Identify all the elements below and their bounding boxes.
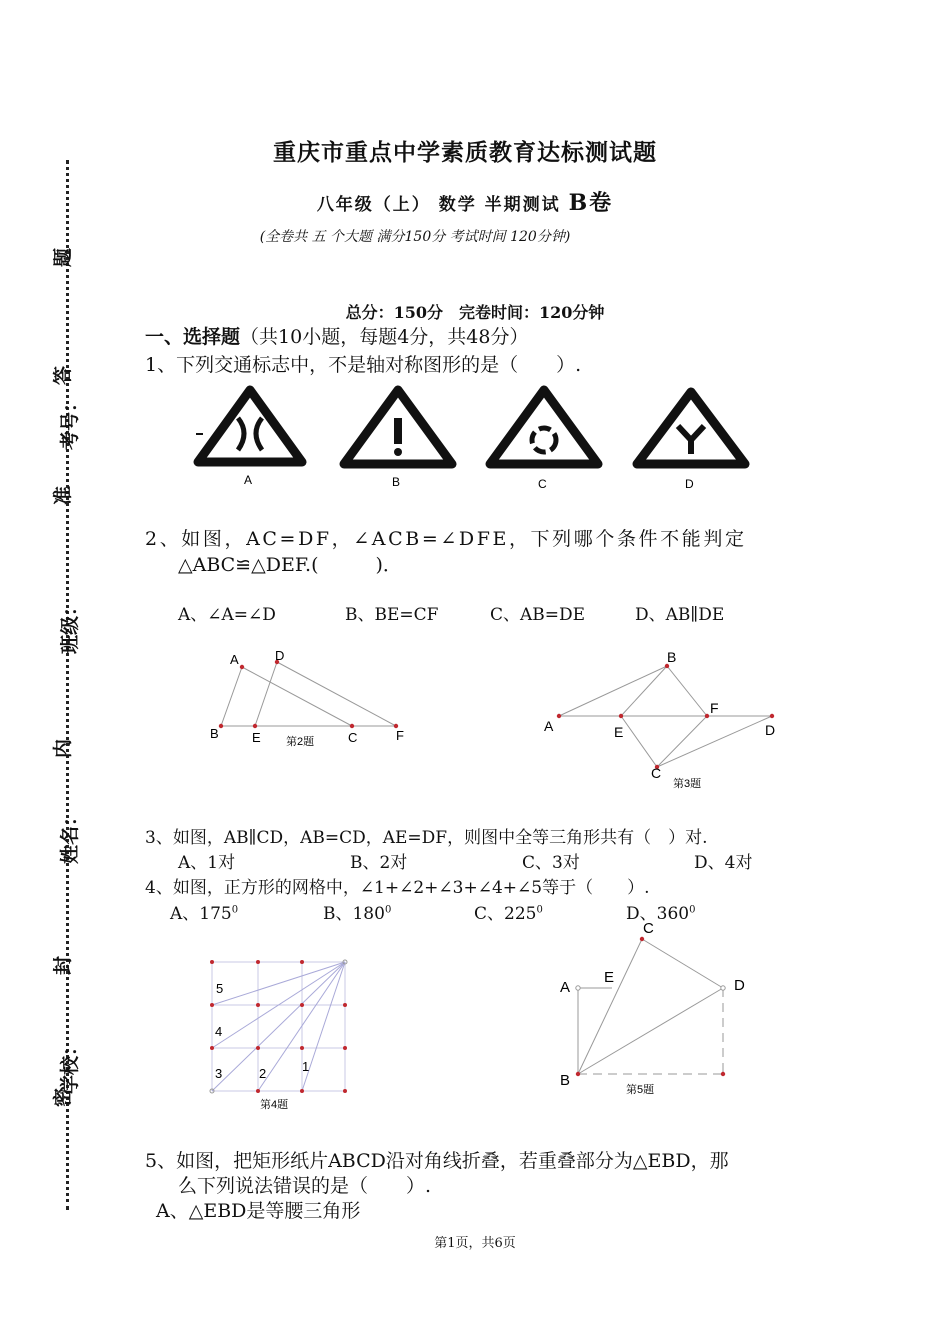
q4-text: 4、如图，正方形的网格中，∠1+∠2+∠3+∠4+∠5等于（ ）. bbox=[145, 878, 650, 898]
q4-option-a-sup: 0 bbox=[231, 904, 239, 916]
page-footer: 第1页，共6页 bbox=[434, 1236, 516, 1251]
fig3-label-c: C bbox=[651, 765, 662, 781]
fig4-label-4: 4 bbox=[215, 1024, 223, 1039]
q5-option-a: A、△EBD是等腰三角形 bbox=[156, 1200, 361, 1222]
q5-line2: 么下列说法错误的是（ ）. bbox=[178, 1175, 432, 1197]
figure-3 bbox=[540, 645, 790, 795]
fig2-label-b: B bbox=[210, 726, 219, 741]
q4-option-b-sup: 0 bbox=[384, 904, 392, 916]
q3-option-a: A、1对 bbox=[178, 853, 236, 873]
q4-options bbox=[0, 899, 950, 923]
q3-text: 3、如图，AB∥CD，AB=CD，AE=DF，则图中全等三角形共有（ ）对. bbox=[145, 828, 708, 848]
q4-option-c bbox=[474, 899, 543, 924]
fig5-label-b: B bbox=[560, 1072, 571, 1089]
q5-line1: 5、如图，把矩形纸片ABCD沿对角线折叠，若重叠部分为△EBD，那 bbox=[145, 1150, 729, 1172]
fig5-label-c: C bbox=[643, 920, 654, 937]
figure-4 bbox=[200, 950, 370, 1120]
sign-c-icon bbox=[490, 390, 598, 464]
sign-b-icon bbox=[344, 390, 452, 464]
q2-line2: △ABC≌△DEF.( )． bbox=[178, 554, 402, 576]
sign-d-icon bbox=[637, 392, 745, 464]
section-detail: （共10小题，每题4分，共48分） bbox=[240, 326, 529, 348]
sidebar-mi: 密 bbox=[52, 1087, 75, 1108]
fig3-label-f: F bbox=[710, 700, 719, 716]
q4-option-c-sup: 0 bbox=[536, 904, 543, 916]
fig5-caption: 第5题 bbox=[626, 1084, 655, 1096]
sidebar-answer: 答 bbox=[52, 365, 75, 386]
q4-option-b-text: B、180 bbox=[323, 904, 385, 924]
fig5-label-d: D bbox=[734, 977, 745, 994]
q4-option-b bbox=[323, 899, 391, 924]
q2-line1: 2、如图，AC=DF，∠ACB=∠DFE，下列哪个条件不能判定 bbox=[145, 528, 747, 550]
q2-option-d: D、AB∥DE bbox=[635, 605, 725, 625]
fig3-label-b: B bbox=[667, 649, 677, 665]
q2-option-c: C、AB=DE bbox=[490, 605, 586, 625]
sign-c-label: C bbox=[538, 477, 547, 491]
section-title: 一、选择题 bbox=[145, 326, 241, 348]
sidebar-zhun: 准 bbox=[52, 485, 75, 506]
q2-option-b: B、BE=CF bbox=[345, 605, 439, 625]
q4-option-d-text: D、360 bbox=[626, 904, 690, 924]
sidebar-feng: 封 bbox=[52, 955, 75, 976]
section-heading bbox=[145, 322, 528, 349]
sidebar-exam-no: 考号： bbox=[59, 392, 82, 451]
q3-option-c: C、3对 bbox=[522, 853, 580, 873]
q2-options bbox=[0, 600, 950, 624]
fig4-label-1: 1 bbox=[302, 1059, 310, 1074]
fig5-label-e: E bbox=[604, 969, 615, 986]
q3-option-d: D、4对 bbox=[694, 853, 753, 873]
sign-b-label: B bbox=[392, 475, 401, 489]
sidebar-school: 学校： bbox=[59, 1036, 82, 1095]
fig4-caption: 第4题 bbox=[260, 1099, 289, 1111]
fig2-label-e: E bbox=[252, 730, 261, 745]
fig4-label-5: 5 bbox=[216, 981, 224, 996]
sign-d-label: D bbox=[685, 477, 694, 491]
exam-note: (全卷共 五 个大题 满分150分 考试时间 120分钟) bbox=[259, 229, 571, 245]
figure-2 bbox=[200, 645, 430, 755]
fig2-label-a: A bbox=[230, 652, 239, 667]
fig2-label-c: C bbox=[348, 730, 358, 745]
fig5-label-a: A bbox=[560, 979, 571, 996]
q1-text: 1、下列交通标志中，不是轴对称图形的是（ ）. bbox=[145, 354, 582, 376]
fig3-label-d: D bbox=[765, 722, 776, 738]
subtitle-text: 八年级（上） 数学 半期测试 bbox=[316, 195, 561, 215]
sidebar-nei: 内 bbox=[52, 738, 75, 759]
subtitle-volume: B卷 bbox=[568, 190, 614, 216]
q2-option-a: A、∠A=∠D bbox=[178, 605, 276, 625]
q4-option-c-text: C、225 bbox=[474, 904, 537, 924]
q3-options bbox=[0, 848, 950, 872]
fig3-label-a: A bbox=[544, 718, 554, 734]
page-title: 重庆市重点中学素质教育达标测试题 bbox=[273, 140, 657, 166]
q3-option-b: B、2对 bbox=[350, 853, 408, 873]
q4-option-a-text: A、175 bbox=[170, 904, 232, 924]
fig2-label-f: F bbox=[396, 728, 404, 743]
figure-5 bbox=[550, 915, 770, 1100]
sidebar-name: 姓名： bbox=[59, 806, 82, 865]
fig4-label-3: 3 bbox=[215, 1066, 223, 1081]
sign-a-icon bbox=[198, 390, 302, 462]
sidebar-class: 班级： bbox=[59, 596, 82, 655]
sign-a-label: A bbox=[244, 473, 253, 487]
sidebar-q: 题 bbox=[52, 247, 75, 268]
fig3-caption: 第3题 bbox=[673, 778, 702, 790]
q1-traffic-signs bbox=[190, 378, 760, 498]
fig4-label-2: 2 bbox=[259, 1066, 267, 1081]
fig3-label-e: E bbox=[614, 724, 624, 740]
q4-option-d-sup: 0 bbox=[689, 904, 696, 916]
page-subtitle bbox=[0, 186, 930, 217]
total-score: 总分：150分 完卷时间：120分钟 bbox=[345, 303, 605, 322]
q4-option-a bbox=[170, 899, 238, 924]
fig2-label-d: D bbox=[275, 648, 285, 663]
fig2-caption: 第2题 bbox=[286, 736, 315, 748]
